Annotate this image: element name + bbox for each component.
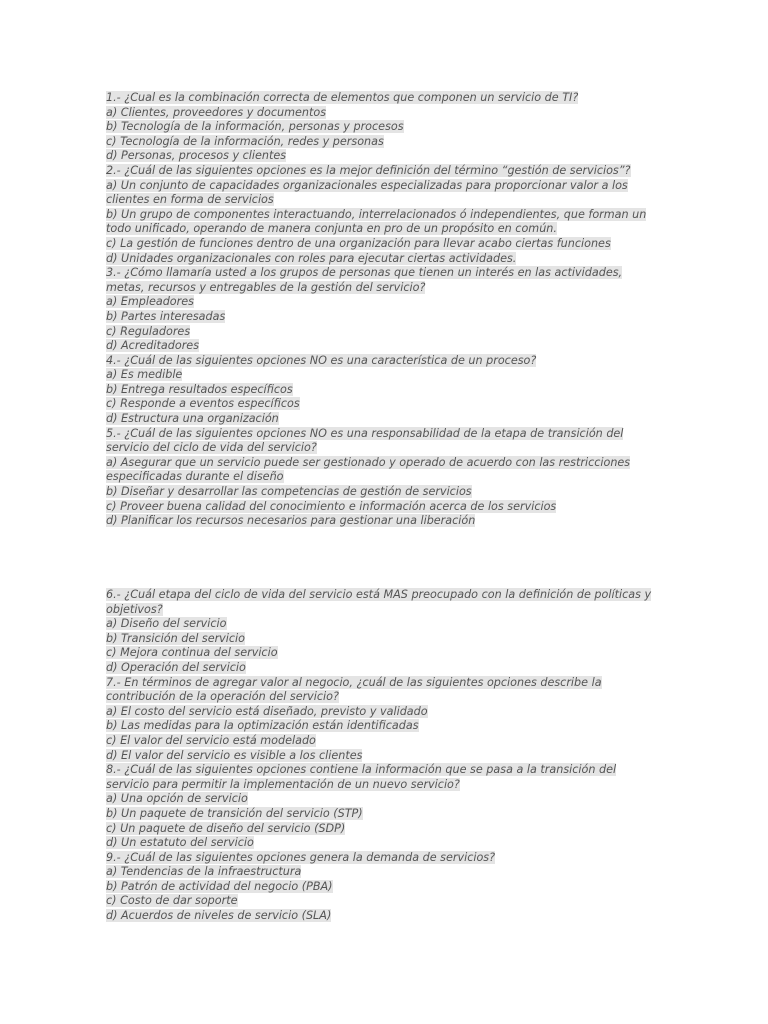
question-3-title: 3.- ¿Cómo llamaría usted a los grupos de personas que tienen un interés en las actividades, bbox=[106, 266, 623, 280]
question-3-option-d: d) Acreditadores bbox=[106, 339, 200, 353]
question-2-option-b-cont: todo unificado, operando de manera conjunta en pro de un propósito en común. bbox=[106, 222, 557, 236]
question-8-option-d: d) Un estatuto del servicio bbox=[106, 836, 254, 850]
question-8-title-cont: servicio para permitir la implementación de un nuevo servicio? bbox=[106, 777, 460, 791]
question-7-option-a: a) El costo del servicio está diseñado, previsto y validado bbox=[106, 704, 428, 718]
question-5-option-b: b) Diseñar y desarrollar las competencias de gestión de servicios bbox=[106, 485, 472, 499]
question-1-option-a: a) Clientes, proveedores y documentos bbox=[106, 105, 327, 119]
question-4-option-d: d) Estructura una organización bbox=[106, 412, 279, 426]
question-9-option-c: c) Costo de dar soporte bbox=[106, 894, 238, 908]
question-6-option-b: b) Transición del servicio bbox=[106, 631, 246, 645]
question-3-option-b: b) Partes interesadas bbox=[106, 309, 226, 323]
question-9-option-d: d) Acuerdos de niveles de servicio (SLA) bbox=[106, 909, 332, 923]
question-4-option-a: a) Es medible bbox=[106, 368, 183, 382]
question-2-title: 2.- ¿Cuál de las siguientes opciones es la mejor definición del término “gestión de servicios”? bbox=[106, 163, 631, 177]
question-8-option-a: a) Una opción de servicio bbox=[106, 792, 248, 806]
question-5-title: 5.- ¿Cuál de las siguientes opciones NO es una responsabilidad de la etapa de transición del bbox=[106, 426, 624, 440]
question-8-option-b: b) Un paquete de transición del servicio (STP) bbox=[106, 806, 363, 820]
question-5-option-a: a) Asegurar que un servicio puede ser gestionado y operado de acuerdo con las restricciones bbox=[106, 455, 631, 469]
question-7-title-cont: contribución de la operación del servicio? bbox=[106, 690, 339, 704]
question-6-title-cont: objetivos? bbox=[106, 602, 163, 616]
question-3-option-a: a) Empleadores bbox=[106, 295, 194, 309]
questions-block-2 bbox=[106, 588, 666, 924]
question-3-option-c: c) Reguladores bbox=[106, 324, 191, 338]
question-5-title-cont: servicio del ciclo de vida del servicio? bbox=[106, 441, 317, 455]
question-7-option-d: d) El valor del servicio es visible a los clientes bbox=[106, 748, 363, 762]
question-1-title: 1.- ¿Cual es la combinación correcta de elementos que componen un servicio de TI? bbox=[106, 91, 579, 104]
question-2-option-a: a) Un conjunto de capacidades organizacionales especializadas para proporcionar valor a los bbox=[106, 178, 628, 192]
question-9-title: 9.- ¿Cuál de las siguientes opciones genera la demanda de servicios? bbox=[106, 850, 496, 864]
question-6-option-a: a) Diseño del servicio bbox=[106, 617, 227, 631]
question-2-option-d: d) Unidades organizacionales con roles para ejecutar ciertas actividades. bbox=[106, 251, 517, 265]
question-5-option-d: d) Planificar los recursos necesarios para gestionar una liberación bbox=[106, 514, 476, 528]
question-4-title: 4.- ¿Cuál de las siguientes opciones NO es una característica de un proceso? bbox=[106, 353, 537, 367]
question-6-option-c: c) Mejora continua del servicio bbox=[106, 646, 278, 660]
question-2-option-c: c) La gestión de funciones dentro de una organización para llevar acabo ciertas funciones bbox=[106, 236, 611, 250]
question-7-option-b: b) Las medidas para la optimización están identificadas bbox=[106, 719, 419, 733]
question-4-option-b: b) Entrega resultados específicos bbox=[106, 382, 293, 396]
question-8-option-c: c) Un paquete de diseño del servicio (SDP) bbox=[106, 821, 346, 835]
question-9-option-a: a) Tendencias de la infraestructura bbox=[106, 865, 302, 879]
question-7-option-c: c) El valor del servicio está modelado bbox=[106, 733, 316, 747]
question-2-option-b: b) Un grupo de componentes interactuando, interrelacionados ó independientes, que forman un bbox=[106, 207, 647, 221]
question-1-option-b: b) Tecnología de la información, personas y procesos bbox=[106, 120, 404, 134]
question-8-title: 8.- ¿Cuál de las siguientes opciones contiene la información que se pasa a la transición del bbox=[106, 763, 617, 777]
question-2-option-a-cont: clientes en forma de servicios bbox=[106, 193, 274, 207]
question-4-option-c: c) Responde a eventos específicos bbox=[106, 397, 300, 411]
question-1-option-c: c) Tecnología de la información, redes y personas bbox=[106, 134, 384, 148]
question-6-option-d: d) Operación del servicio bbox=[106, 660, 246, 674]
question-5-option-a-cont: especificadas durante el diseño bbox=[106, 470, 284, 484]
question-9-option-b: b) Patrón de actividad del negocio (PBA) bbox=[106, 879, 333, 893]
questions-block-1 bbox=[106, 91, 666, 529]
question-7-title: 7.- En términos de agregar valor al negocio, ¿cuál de las siguientes opciones describe la bbox=[106, 675, 602, 689]
question-5-option-c: c) Proveer buena calidad del conocimiento e información acerca de los servicios bbox=[106, 499, 557, 513]
question-1-option-d: d) Personas, procesos y clientes bbox=[106, 149, 287, 163]
question-6-title: 6.- ¿Cuál etapa del ciclo de vida del servicio está MAS preocupado con la definición de políticas y bbox=[106, 588, 652, 601]
question-3-title-cont: metas, recursos y entregables de la gestión del servicio? bbox=[106, 280, 426, 294]
